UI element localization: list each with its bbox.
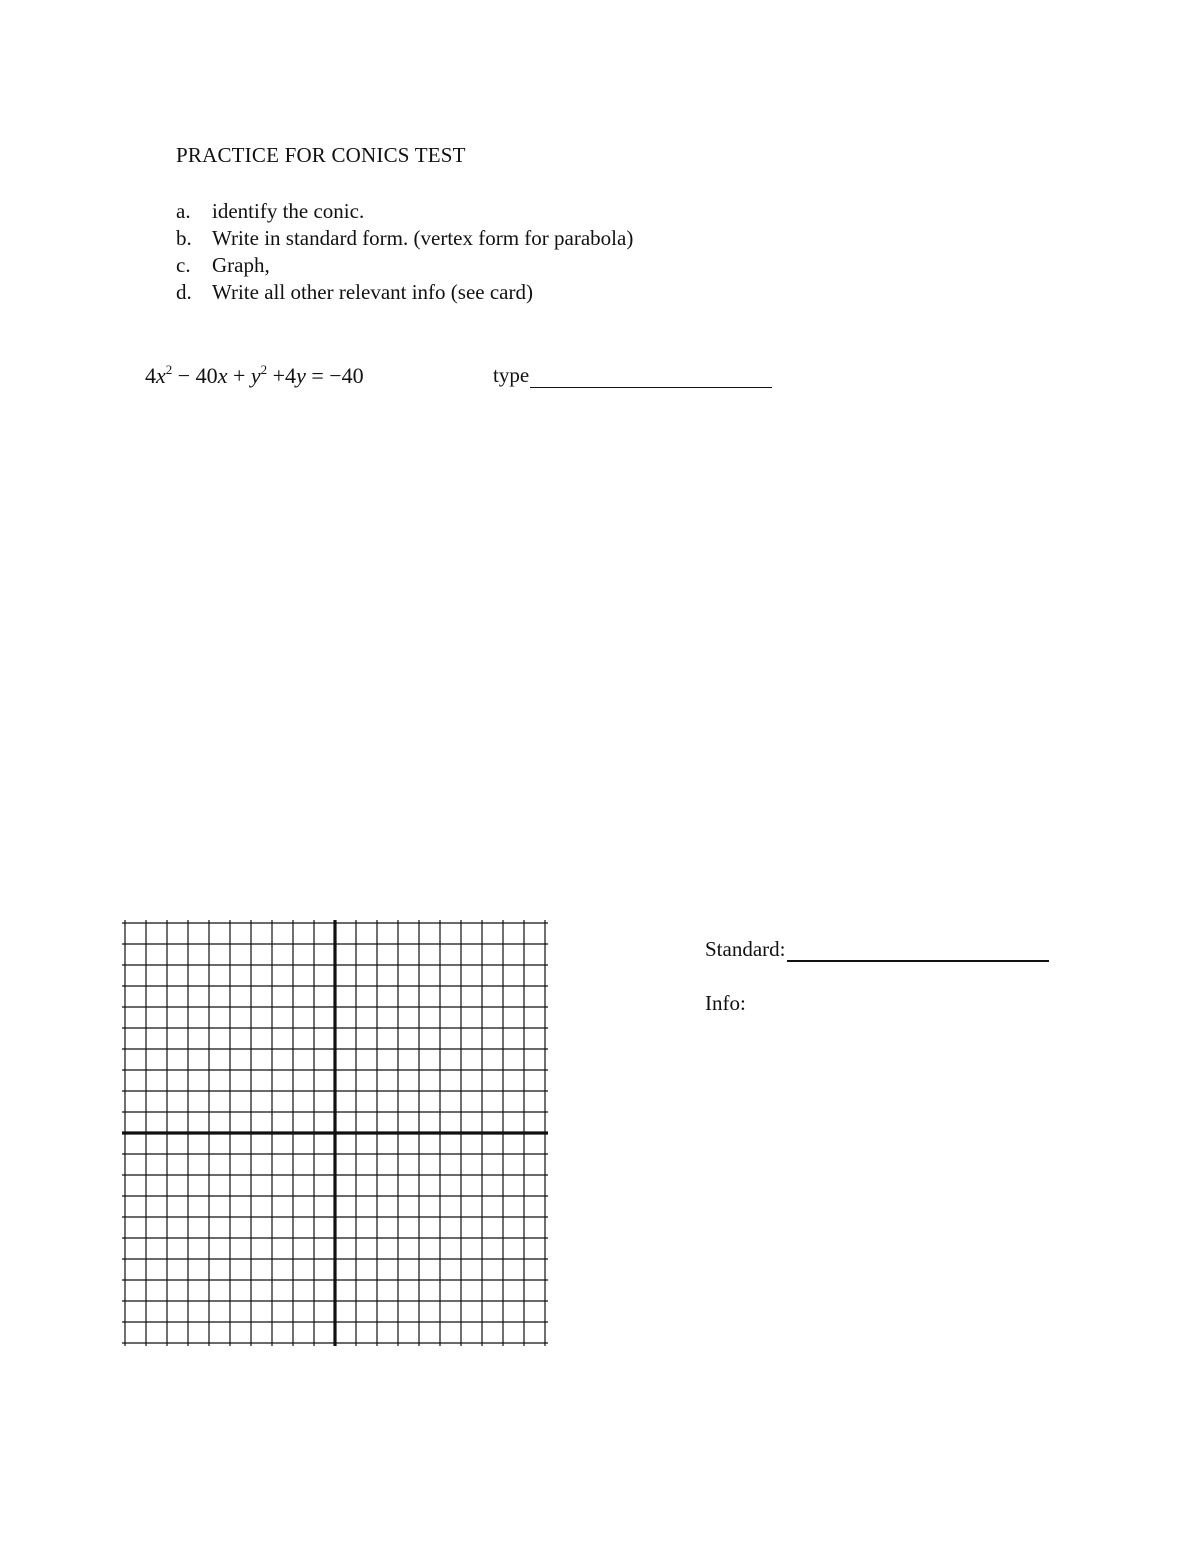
type-label: type bbox=[493, 363, 530, 387]
conic-equation: $4x^2 - 40x + y^2 +4y = -40$ bbox=[145, 362, 364, 388]
info-label: Info: bbox=[705, 991, 746, 1015]
standard-field bbox=[705, 937, 1049, 962]
instruction-marker: d. bbox=[176, 280, 192, 304]
instruction-marker: c. bbox=[176, 253, 191, 277]
instruction-text: Write in standard form. (vertex form for parabola) bbox=[212, 226, 634, 250]
page-title: PRACTICE FOR CONICS TEST bbox=[176, 143, 466, 167]
standard-answer-blank[interactable] bbox=[787, 938, 1049, 962]
instruction-marker: b. bbox=[176, 226, 192, 250]
instruction-text: Graph, bbox=[212, 253, 270, 277]
instruction-marker: a. bbox=[176, 199, 191, 223]
instruction-text: Write all other relevant info (see card) bbox=[212, 280, 533, 304]
instruction-text: identify the conic. bbox=[212, 199, 365, 223]
standard-label: Standard: bbox=[705, 937, 786, 961]
